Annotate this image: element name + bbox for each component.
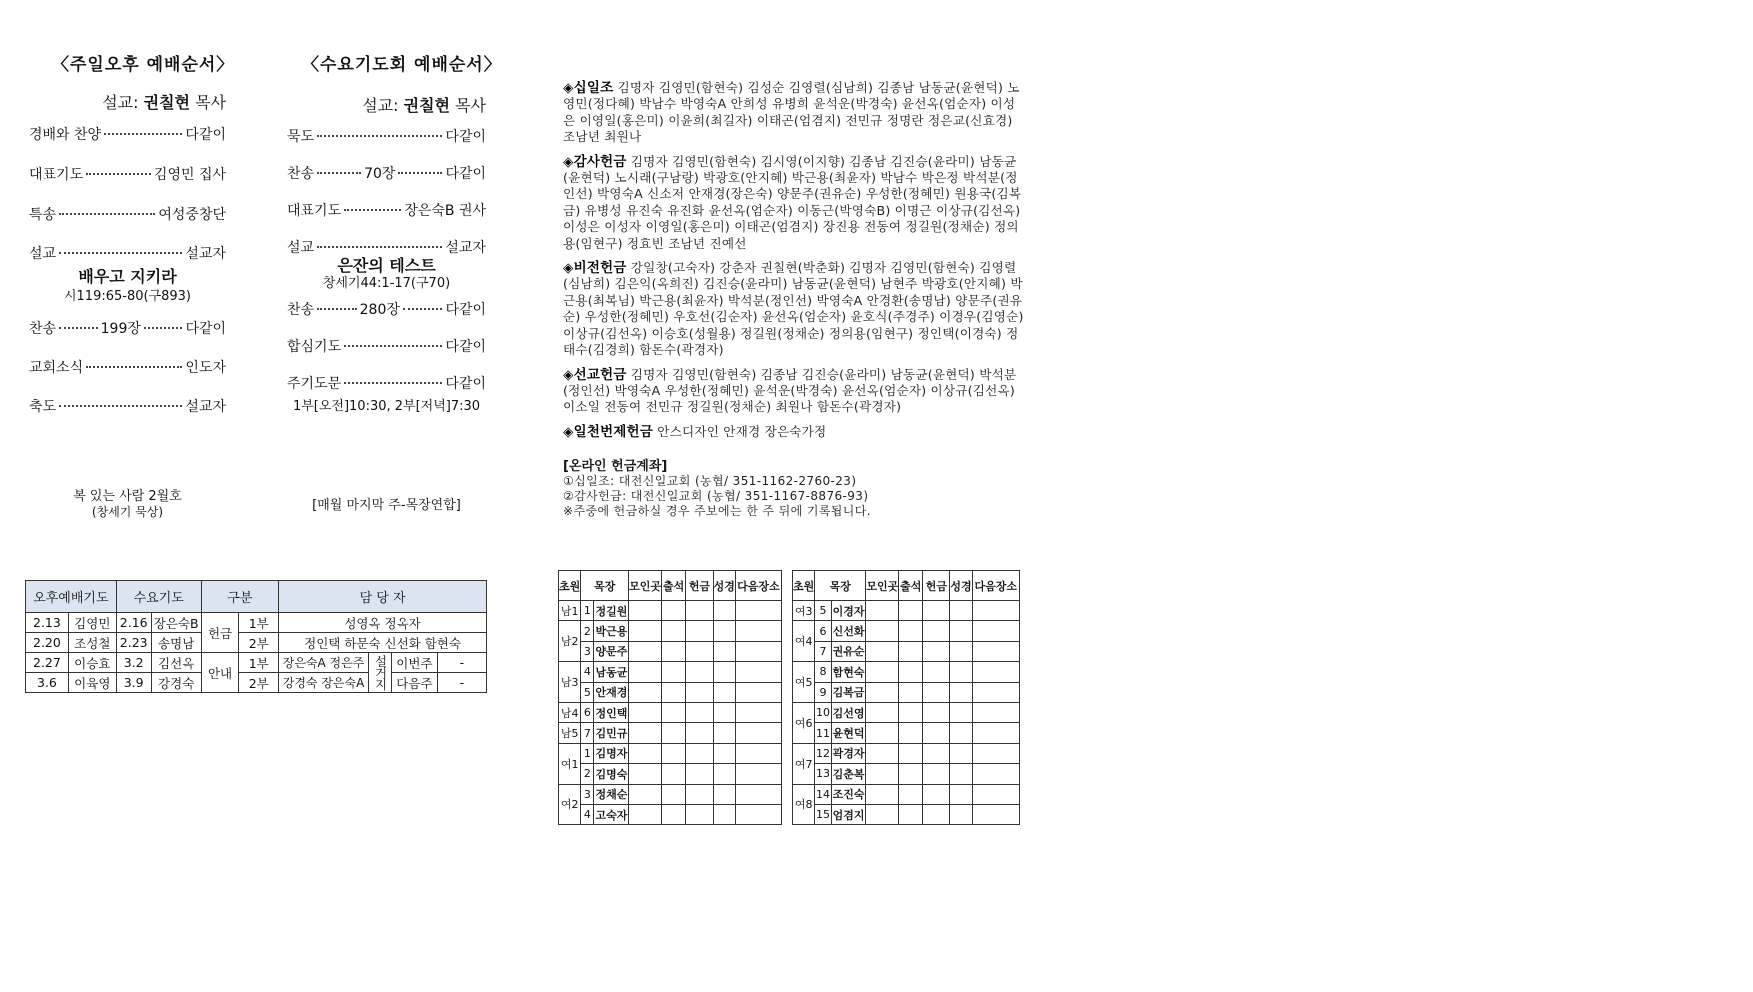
order-item: 대표기도 김영민 집사 [29,167,226,183]
table-row: 4 고숙자 [559,804,782,824]
table-row: 여3 5 이경자 [793,601,1020,621]
table-header-row: 초원 목장 모인곳 출석 헌금 성경 다음장소 [793,571,1020,601]
sunday-sermon [60,90,226,113]
sermon-label: 설교: [362,96,399,115]
table-row: 여1 1 김명자 [559,743,782,763]
offering-block [563,424,1025,440]
header-cell: 담 당 자 [279,581,487,613]
wednesday-title: 〈수요기도회 예배순서〉 [302,55,502,75]
devotional-sub: (창세기 묵상) [91,505,164,519]
table-row: 남5 7 김민규 [559,723,782,743]
order-item: 축도 설교자 [29,399,226,415]
wednesday-order-list-2 [287,299,486,393]
header-cell: 수요기도 [116,581,201,613]
attendance-table-right [792,570,1020,825]
table-row: 여5 8 함현숙 [793,662,1020,682]
preacher-title: 목사 [455,96,486,115]
service-times: 1부[오전]10:30, 2부[저녁]7:30 [292,399,481,414]
order-item: 합심기도 다같이 [287,339,486,355]
table-row: 3.6 이육영 3.9 강경숙 2부 강경숙 장은숙A 다음주 - [26,673,487,693]
order-item: 대표기도 장은숙B 권사 [287,203,486,219]
online-account-1: ①십일조: 대전신일교회 (농협/ 351-1162-2760-23) [563,474,857,488]
online-account-note: ※주중에 헌금하실 경우 주보에는 한 주 뒤에 기록됩니다. [563,504,871,518]
table-row: 9 김복금 [793,682,1020,702]
wednesday-scripture: 창세기44:1-17(구70) [322,276,451,291]
offering-block [563,154,1025,252]
offering-category: ◈일천번제헌금 [563,423,654,440]
order-item: 주기도문 다같이 [287,376,486,392]
table-header-row: 초원 목장 모인곳 출석 헌금 성경 다음장소 [559,571,782,601]
table-row: 2.13 김영민 2.16 장은숙B 헌금 1부 성영옥 정옥자 [26,613,487,633]
header-cell: 오후예배기도 [26,581,117,613]
order-item: 설교 설교자 [287,240,486,256]
offerings-list [563,80,1025,440]
offering-category: ◈감사헌금 [563,153,627,170]
monthly-note: [매월 마지막 주-목장연합] [312,498,461,513]
table-row: 11 윤현덕 [793,723,1020,743]
duty-schedule-table [25,580,487,693]
offering-category: ◈선교헌금 [563,366,627,383]
sermon-label: 설교: [102,93,139,112]
offering-block [563,80,1025,146]
table-row: 2 김명숙 [559,764,782,784]
online-account-title: [온라인 헌금계좌] [563,459,668,474]
wednesday-sermon [290,93,486,116]
offering-names: 김명자 김영민(함현숙) 김종남 김진승(윤라미) 남동균(윤현덕) 박석분(정인선) 박영숙A 우성한(정혜민) 윤석운(박경숙) 윤선옥(엄순자) 이상규(김선옥) 이소일 전동여 전민규 정길원(정채순) 최원나 함돈수(곽경자) [563,366,1017,415]
order-item: 특송 여성중창단 [29,207,226,223]
preacher-name: 권칠현 [143,93,190,112]
table-row: 2.20 조성철 2.23 송명남 2부 정인택 하문숙 신선화 함현숙 [26,633,487,653]
table-header-row [26,581,487,613]
offering-names: 안스디자인 안재경 장은숙가정 [657,423,827,439]
table-row: 남3 4 남동균 [559,662,782,682]
order-item: 묵도 다같이 [287,129,486,145]
offering-names: 김명자 김영민(함현숙) 김시영(이지향) 김종남 김진승(윤라미) 남동균(윤현덕) 노시래(구남랑) 박광호(안지혜) 박근용(최윤자) 박남수 박은정 박석분(정인선) 박영숙A 신소저 안재경(장은숙) 양문주(권유순) 우성한(정혜민) 원용국(김복금) 유병성 유진숙 유진화 윤선옥(엄순자) 이동근(박영숙B) 이명근 이상규(김선옥) 이성은 이성자 이영일(홍은미) 이태곤(엄겸지) 장진용 전동여 정길원(정채순) 정의용(임현구) 정효빈 조남년 진예선 [563,153,1022,251]
category-cell: 설거지 [368,653,391,693]
preacher-name: 권칠현 [403,96,450,115]
table-row: 여8 14 조진숙 [793,784,1020,804]
offering-block [563,260,1025,358]
table-row: 3 양문주 [559,641,782,661]
sunday-scripture: 시119:65-80(구893) [63,289,192,304]
table-row: 남2 2 박근용 [559,621,782,641]
sunday-sermon-heading: 배우고 지키라 [78,267,177,286]
offering-names: 김명자 김영민(함현숙) 김성순 김영렬(심남희) 김종남 남동균(윤현덕) 노영민(정다혜) 박남수 박영숙A 안희성 유병희 윤석운(박경숙) 윤선옥(엄순자) 이성은 이영일(홍은미) 이윤희(최길자) 이태곤(엄겸지) 전민규 정명란 정은교(신효경) 조남년 최원나 [563,80,1020,145]
wednesday-sermon-heading: 은잔의 테스트 [337,256,436,275]
offering-category: ◈비전헌금 [563,260,627,277]
offering-names: 강일창(고숙자) 강춘자 권칠현(박춘화) 김명자 김영민(함현숙) 김영렬(심남희) 김은익(옥희진) 김진승(윤라미) 남동균(윤현덕) 남현주 박광호(안지혜) 박근용(최복님) 박근용(최윤자) 박석분(정인선) 박영숙A 안경환(송명남) 양문주(권유순) 우성한(정혜민) 우호선(김순자) 윤선옥(엄순자) 윤호식(주경주) 이경우(김영순) 이상규(김선옥) 이승호(성월용) 정길원(정채순) 정의용(임현구) 정인택(이경숙) 정태수(김경희) 함돈수(곽경자) [563,260,1024,358]
wednesday-order-list [287,126,486,257]
devotional-title: 복 있는 사람 2월호 [73,489,182,504]
online-account-2: ②감사헌금: 대전신일교회 (농협/ 351-1167-8876-93) [563,489,869,503]
table-row: 7 권유순 [793,641,1020,661]
sunday-title: 〈주일오후 예배순서〉 [52,55,235,75]
sunday-order-list-2 [29,318,226,416]
category-cell: 안내 [201,653,239,693]
header-cell: 구분 [201,581,278,613]
category-cell: 헌금 [201,613,239,653]
offering-block [563,367,1025,416]
order-item: 찬송 199장 다같이 [29,321,227,337]
attendance-table-left [558,570,782,825]
preacher-title: 목사 [195,93,226,112]
table-row: 5 안재경 [559,682,782,702]
table-row: 남1 1 정길원 [559,601,782,621]
table-row: 남4 6 정인택 [559,702,782,722]
order-item: 찬송 280장 다같이 [287,302,487,318]
order-item: 교회소식 인도자 [29,360,226,376]
table-row: 여2 3 정채순 [559,784,782,804]
table-row: 여4 6 신선화 [793,621,1020,641]
order-item: 찬송 70장 다같이 [287,166,487,182]
table-row: 13 김춘복 [793,764,1020,784]
order-item: 설교 설교자 [29,246,226,262]
table-row: 2.27 이승효 3.2 김선옥 안내 1부 장은숙A 정은주 설거지 이번주 - [26,653,487,673]
order-item: 경배와 찬양 다같이 [29,127,226,143]
table-row: 15 엄겸지 [793,804,1020,824]
table-row: 여7 12 곽경자 [793,743,1020,763]
sunday-order-list [29,124,226,263]
offering-category: ◈십일조 [563,80,614,96]
table-row: 여6 10 김선영 [793,702,1020,722]
